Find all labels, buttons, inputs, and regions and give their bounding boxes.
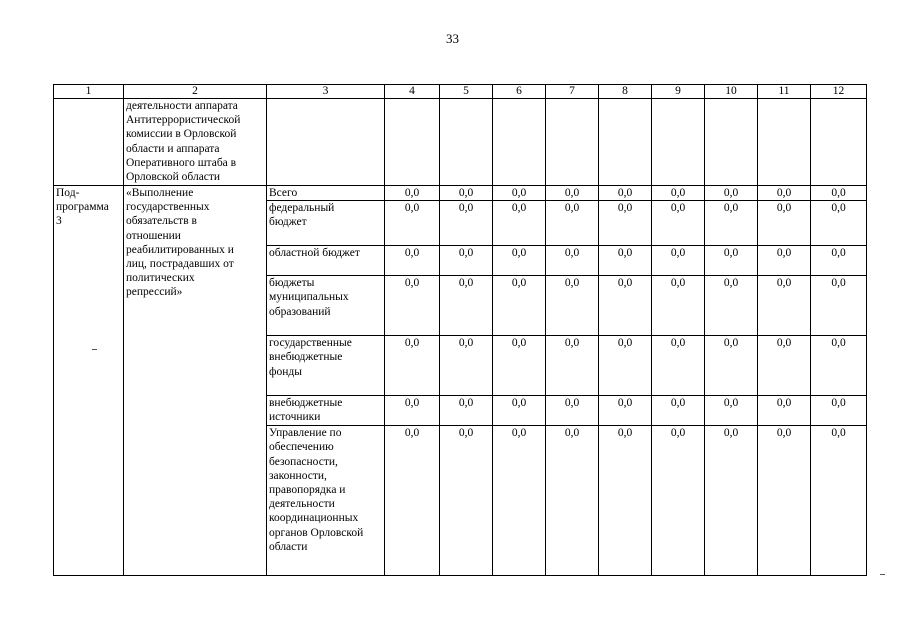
- value-cell: 0,0: [758, 201, 811, 246]
- empty-cell: [440, 99, 493, 186]
- value-cell: 0,0: [652, 276, 705, 336]
- value-cell: 0,0: [385, 246, 440, 276]
- value-cell: 0,0: [493, 246, 546, 276]
- column-header: 1: [54, 85, 124, 99]
- budget-table: [53, 84, 867, 576]
- empty-cell: [811, 99, 867, 186]
- funding-source-label: Управление по обеспечению безопасности, законности, правопорядка и деятельности координационных органов Орловской области: [267, 426, 385, 576]
- empty-cell: [705, 99, 758, 186]
- empty-cell: [599, 99, 652, 186]
- value-cell: 0,0: [811, 426, 867, 576]
- value-cell: 0,0: [599, 396, 652, 426]
- value-cell: 0,0: [705, 426, 758, 576]
- column-header: 6: [493, 85, 546, 99]
- value-cell: 0,0: [385, 426, 440, 576]
- value-cell: 0,0: [493, 426, 546, 576]
- value-cell: 0,0: [493, 186, 546, 201]
- value-cell: 0,0: [652, 201, 705, 246]
- value-cell: 0,0: [599, 336, 652, 396]
- value-cell: 0,0: [440, 336, 493, 396]
- value-cell: 0,0: [546, 276, 599, 336]
- value-cell: 0,0: [758, 426, 811, 576]
- value-cell: 0,0: [599, 426, 652, 576]
- value-cell: 0,0: [705, 246, 758, 276]
- value-cell: 0,0: [493, 201, 546, 246]
- value-cell: 0,0: [758, 246, 811, 276]
- value-cell: 0,0: [705, 396, 758, 426]
- value-cell: 0,0: [440, 396, 493, 426]
- column-header: 4: [385, 85, 440, 99]
- column-header: 2: [124, 85, 267, 99]
- value-cell: 0,0: [546, 186, 599, 201]
- column-header: 3: [267, 85, 385, 99]
- value-cell: 0,0: [652, 246, 705, 276]
- value-cell: 0,0: [652, 186, 705, 201]
- value-cell: 0,0: [758, 396, 811, 426]
- value-cell: 0,0: [705, 336, 758, 396]
- value-cell: 0,0: [599, 276, 652, 336]
- value-cell: 0,0: [652, 426, 705, 576]
- program-code: Под- программа 3: [54, 186, 124, 576]
- empty-cell: [267, 99, 385, 186]
- column-header: 5: [440, 85, 493, 99]
- table-row: [54, 186, 867, 201]
- value-cell: 0,0: [811, 246, 867, 276]
- funding-source-label: внебюджетные источники: [267, 396, 385, 426]
- empty-cell: [385, 99, 440, 186]
- margin-mark: [880, 574, 885, 575]
- column-header: 11: [758, 85, 811, 99]
- empty-cell: [54, 99, 124, 186]
- value-cell: 0,0: [440, 201, 493, 246]
- value-cell: 0,0: [811, 276, 867, 336]
- header-row: [54, 85, 867, 99]
- continuation-row: [54, 99, 867, 186]
- column-header: 8: [599, 85, 652, 99]
- value-cell: 0,0: [758, 186, 811, 201]
- value-cell: 0,0: [440, 246, 493, 276]
- funding-source-label: Всего: [267, 186, 385, 201]
- empty-cell: [652, 99, 705, 186]
- funding-source-label: областной бюджет: [267, 246, 385, 276]
- value-cell: 0,0: [493, 336, 546, 396]
- funding-source-label: бюджеты муниципальных образований: [267, 276, 385, 336]
- value-cell: 0,0: [811, 201, 867, 246]
- page-number: 33: [446, 31, 459, 46]
- column-header: 7: [546, 85, 599, 99]
- value-cell: 0,0: [705, 186, 758, 201]
- value-cell: 0,0: [599, 246, 652, 276]
- value-cell: 0,0: [599, 201, 652, 246]
- value-cell: 0,0: [493, 276, 546, 336]
- empty-cell: [546, 99, 599, 186]
- continuation-text: деятельности аппарата Антитеррористической комиссии в Орловской области и аппарата Оперативного штаба в Орловской области: [124, 99, 267, 186]
- value-cell: 0,0: [599, 186, 652, 201]
- value-cell: 0,0: [811, 396, 867, 426]
- value-cell: 0,0: [546, 336, 599, 396]
- program-name: «Выполнение государственных обязательств в отношении реабилитированных и лиц, пострадавших от политических репрессий»: [124, 186, 267, 576]
- value-cell: 0,0: [440, 186, 493, 201]
- value-cell: 0,0: [440, 276, 493, 336]
- value-cell: 0,0: [440, 426, 493, 576]
- value-cell: 0,0: [385, 276, 440, 336]
- value-cell: 0,0: [546, 396, 599, 426]
- margin-mark: [92, 349, 97, 350]
- column-header: 10: [705, 85, 758, 99]
- value-cell: 0,0: [493, 396, 546, 426]
- value-cell: 0,0: [385, 186, 440, 201]
- funding-source-label: федеральный бюджет: [267, 201, 385, 246]
- empty-cell: [493, 99, 546, 186]
- value-cell: 0,0: [758, 276, 811, 336]
- value-cell: 0,0: [758, 336, 811, 396]
- value-cell: 0,0: [811, 186, 867, 201]
- value-cell: 0,0: [546, 426, 599, 576]
- value-cell: 0,0: [705, 201, 758, 246]
- value-cell: 0,0: [652, 336, 705, 396]
- value-cell: 0,0: [385, 396, 440, 426]
- empty-cell: [758, 99, 811, 186]
- value-cell: 0,0: [546, 246, 599, 276]
- funding-source-label: государственные внебюджетные фонды: [267, 336, 385, 396]
- column-header: 12: [811, 85, 867, 99]
- value-cell: 0,0: [705, 276, 758, 336]
- value-cell: 0,0: [652, 396, 705, 426]
- value-cell: 0,0: [385, 336, 440, 396]
- value-cell: 0,0: [546, 201, 599, 246]
- value-cell: 0,0: [811, 336, 867, 396]
- value-cell: 0,0: [385, 201, 440, 246]
- column-header: 9: [652, 85, 705, 99]
